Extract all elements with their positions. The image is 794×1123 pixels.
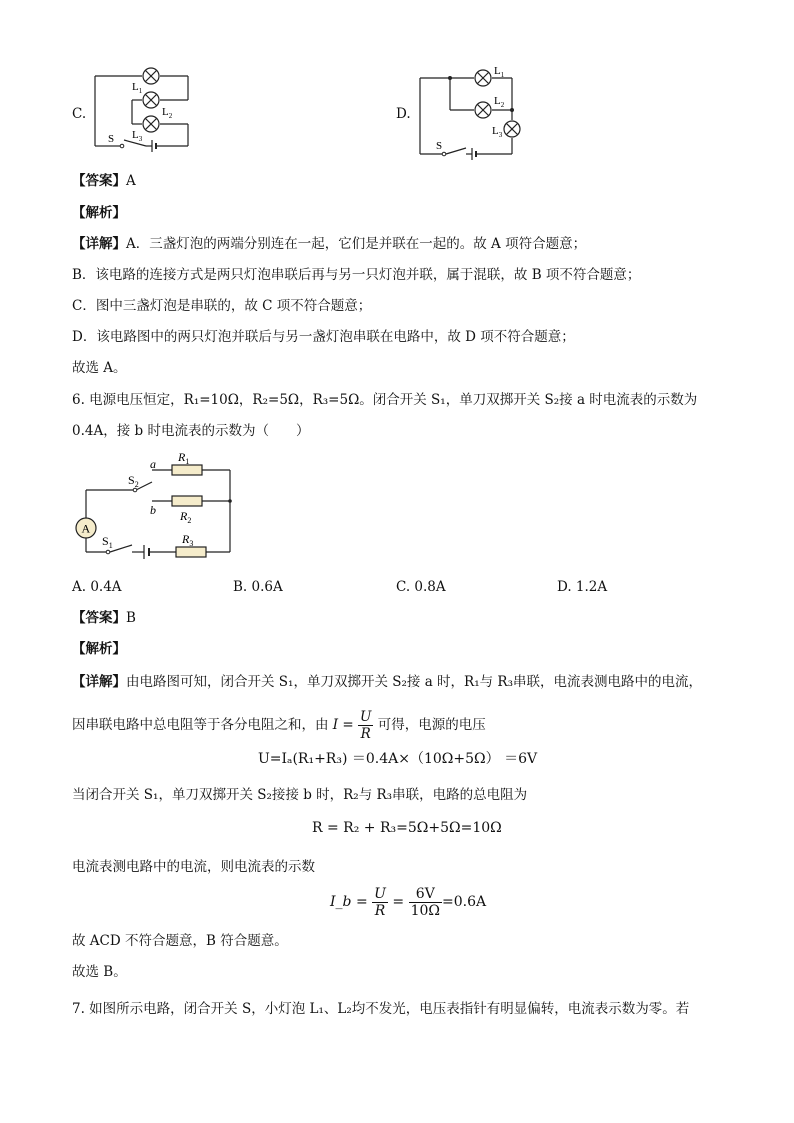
answer-tag: 【答案】 [72, 173, 126, 189]
label-s-c: S [108, 133, 115, 145]
ammeter-icon [76, 518, 96, 538]
label-a: a [150, 457, 156, 471]
detail-line-a: A．三盏灯泡的两端分别连在一起，它们是并联在一起的。故 A 项符合题意； [126, 236, 587, 252]
lamp-l1-d [475, 70, 491, 86]
resistor-r1 [172, 465, 202, 475]
ohm-law-fraction: $\frac{U}{R}$ [360, 709, 372, 742]
label-l1-d: $L_1$ [494, 65, 505, 79]
label-s1: $S_1$ [102, 534, 113, 550]
lamp-l1-c [143, 68, 159, 84]
q6-answer [72, 609, 136, 627]
q5-detail-d: D．该电路图中的两只灯泡并联后与另一盏灯泡串联在电路中，故 D 项不符合题意； [72, 329, 575, 345]
svg-text:A: A [81, 521, 91, 536]
label-r3: $R_3$ [182, 532, 194, 548]
q6-stem-line-1: 6. 电源电压恒定，R₁=10Ω，R₂=5Ω，R₃=5Ω。闭合开关 S₁，单刀双掷开关 S₂接 a 时电流表的示数为 [72, 392, 698, 408]
detail-tag: 【详解】 [72, 236, 126, 252]
label-r1: $R_1$ [178, 450, 190, 466]
detail-tag: 【详解】 [72, 674, 126, 690]
label-l1-c: $L_1$ [132, 81, 143, 95]
q6-detail-4: 电流表测电路中的电流，则电流表的示数 [72, 859, 315, 875]
circuit-diagram-c [80, 60, 200, 160]
q6-option-b[interactable]: B. 0.6A [233, 579, 283, 595]
label-l3-c: $L_3$ [132, 129, 143, 143]
q6-option-d[interactable]: D. 1.2A [557, 579, 608, 595]
equation-total-resistance: R = R₂ + R₃=5Ω+5Ω=10Ω [312, 820, 502, 836]
q5-conclusion: 故选 A。 [72, 360, 127, 376]
lamp-l2-c [143, 92, 159, 108]
q5-answer [72, 172, 136, 190]
q7-stem-line-1: 7. 如图所示电路，闭合开关 S，小灯泡 L₁、L₂均不发光，电压表指针有明显偏转，电流表示数为零。若 [72, 1001, 690, 1017]
label-s2: $S_2$ [128, 473, 139, 489]
lamp-l2-d [475, 102, 491, 118]
label-l2-c: $L_2$ [162, 106, 173, 120]
q5-detail-c: C．图中三盏灯泡是串联的，故 C 项不符合题意； [72, 298, 372, 314]
analysis-tag: 【解析】 [72, 641, 126, 657]
lamp-l3-c [143, 116, 159, 132]
label-l3-d: $L_3$ [492, 125, 503, 139]
q6-detail-5: 故 ACD 不符合题意，B 符合题意。 [72, 933, 288, 949]
resistor-r2 [172, 496, 202, 506]
equation-source-voltage: U=Iₐ(R₁+R₃) ＝0.4A×（10Ω+5Ω） ＝6V [258, 751, 538, 767]
label-r2: $R_2$ [180, 509, 192, 525]
analysis-tag: 【解析】 [72, 205, 126, 221]
q6-option-a[interactable]: A. 0.4A [72, 579, 122, 595]
q6-detail-3: 当闭合开关 S₁，单刀双掷开关 S₂接接 b 时，R₂与 R₃串联，电路的总电阻为 [72, 787, 528, 803]
q5-detail-b: B．该电路的连接方式是两只灯泡串联后再与另一只灯泡并联，属于混联，故 B 项不符合题意； [72, 267, 641, 283]
label-l2-d: $L_2$ [494, 95, 505, 109]
lamp-l3-d [504, 121, 520, 137]
answer-value: A [126, 173, 136, 189]
label-b: b [150, 503, 156, 517]
circuit-diagram-d [408, 62, 538, 162]
q6-detail-1 [72, 673, 702, 691]
option-d-label: D. [396, 106, 411, 122]
q6-stem-line-2: 0.4A，接 b 时电流表的示数为（ ） [72, 423, 310, 439]
q6-circuit-diagram [72, 448, 242, 570]
answer-value: B [126, 610, 136, 626]
answer-tag: 【答案】 [72, 610, 126, 626]
q6-option-c[interactable]: C. 0.8A [396, 579, 446, 595]
equation-current-b: I_b = $\frac{U}{R}$ = $\frac{6V}{10\Omega}$ =0.6A [330, 885, 487, 919]
q6-conclusion: 故选 B。 [72, 964, 127, 980]
q5-detail-a [72, 235, 586, 253]
label-s-d: S [436, 140, 443, 152]
resistor-r3 [176, 547, 206, 557]
option-c-label: C. [72, 106, 87, 122]
detail-line-1: 由电路图可知，闭合开关 S₁，单刀双掷开关 S₂接 a 时，R₁与 R₃串联，电流表测电路中的电流， [126, 674, 702, 690]
q6-detail-2: 因串联电路中总电阻等于各分电阻之和，由 I = $\frac{U}{R}$ 可得，电源的电压 [72, 709, 486, 742]
